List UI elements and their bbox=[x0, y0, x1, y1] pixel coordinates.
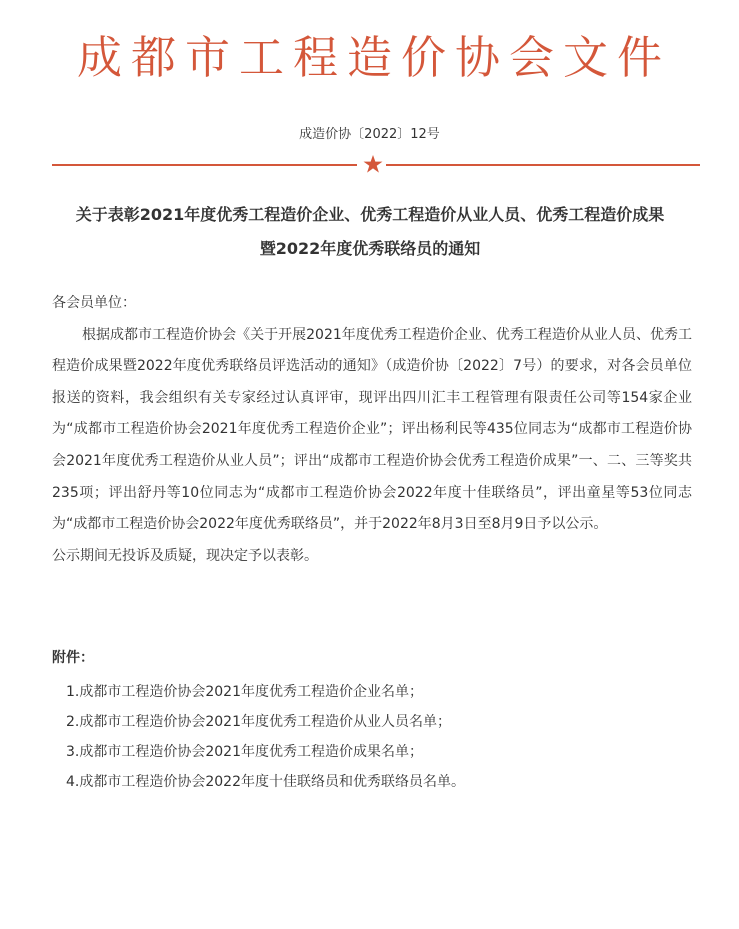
star-icon bbox=[363, 154, 383, 174]
body-paragraph-2: 公示期间无投诉及质疑，现决定予以表彰。 bbox=[52, 547, 318, 564]
separator-line-left bbox=[52, 164, 357, 166]
notice-title-line-1: 关于表彰2021年度优秀工程造价企业、优秀工程造价从业人员、优秀工程造价成果 bbox=[75, 205, 665, 224]
attachment-item[interactable]: 4.成都市工程造价协会2022年度十佳联络员和优秀联络员名单。 bbox=[66, 774, 465, 790]
header-separator bbox=[52, 155, 700, 175]
notice-title bbox=[30, 198, 710, 266]
separator-line-right bbox=[386, 164, 700, 166]
document-header-title: 成都市工程造价协会文件 bbox=[76, 31, 671, 84]
attachment-item[interactable]: 3.成都市工程造价协会2021年度优秀工程造价成果名单； bbox=[66, 744, 423, 760]
attachments-section bbox=[52, 647, 692, 797]
attachment-item[interactable]: 1.成都市工程造价协会2021年度优秀工程造价企业名单； bbox=[66, 684, 423, 700]
notice-body bbox=[52, 288, 692, 572]
salutation: 各会员单位： bbox=[52, 295, 136, 311]
attachments-heading: 附件： bbox=[52, 650, 94, 666]
body-paragraph-1: 根据成都市工程造价协会《关于开展2021年度优秀工程造价企业、优秀工程造价从业人员、优秀工程造价成果暨2022年度优秀联络员评选活动的通知》（成造价协〔2022〕7号）的要求，对各会员单位报送的资料，我会组织有关专家经过认真评审，现评出四川汇丰工程管理有限责任公司等154家企业为“成都市工程造价协会2021年度优秀工程造价企业”；评出杨利民等435位同志为“成都市工程造价协会2021年度优秀工程造价从业人员”；评出“成都市工程造价协会优秀工程造价成果”一、二、三等奖共235项；评出舒丹等10位同志为“成都市工程造价协会2022年度十佳联络员”，评出童星等53位同志为“成都市工程造价协会2022年度优秀联络员”，并于2022年8月3日至8月9日予以公示。 bbox=[52, 326, 692, 533]
attachment-item[interactable]: 2.成都市工程造价协会2021年度优秀工程造价从业人员名单； bbox=[66, 714, 451, 730]
document-number: 成造价协〔2022〕12号 bbox=[299, 127, 440, 142]
notice-title-line-2: 暨2022年度优秀联络员的通知 bbox=[259, 239, 481, 258]
